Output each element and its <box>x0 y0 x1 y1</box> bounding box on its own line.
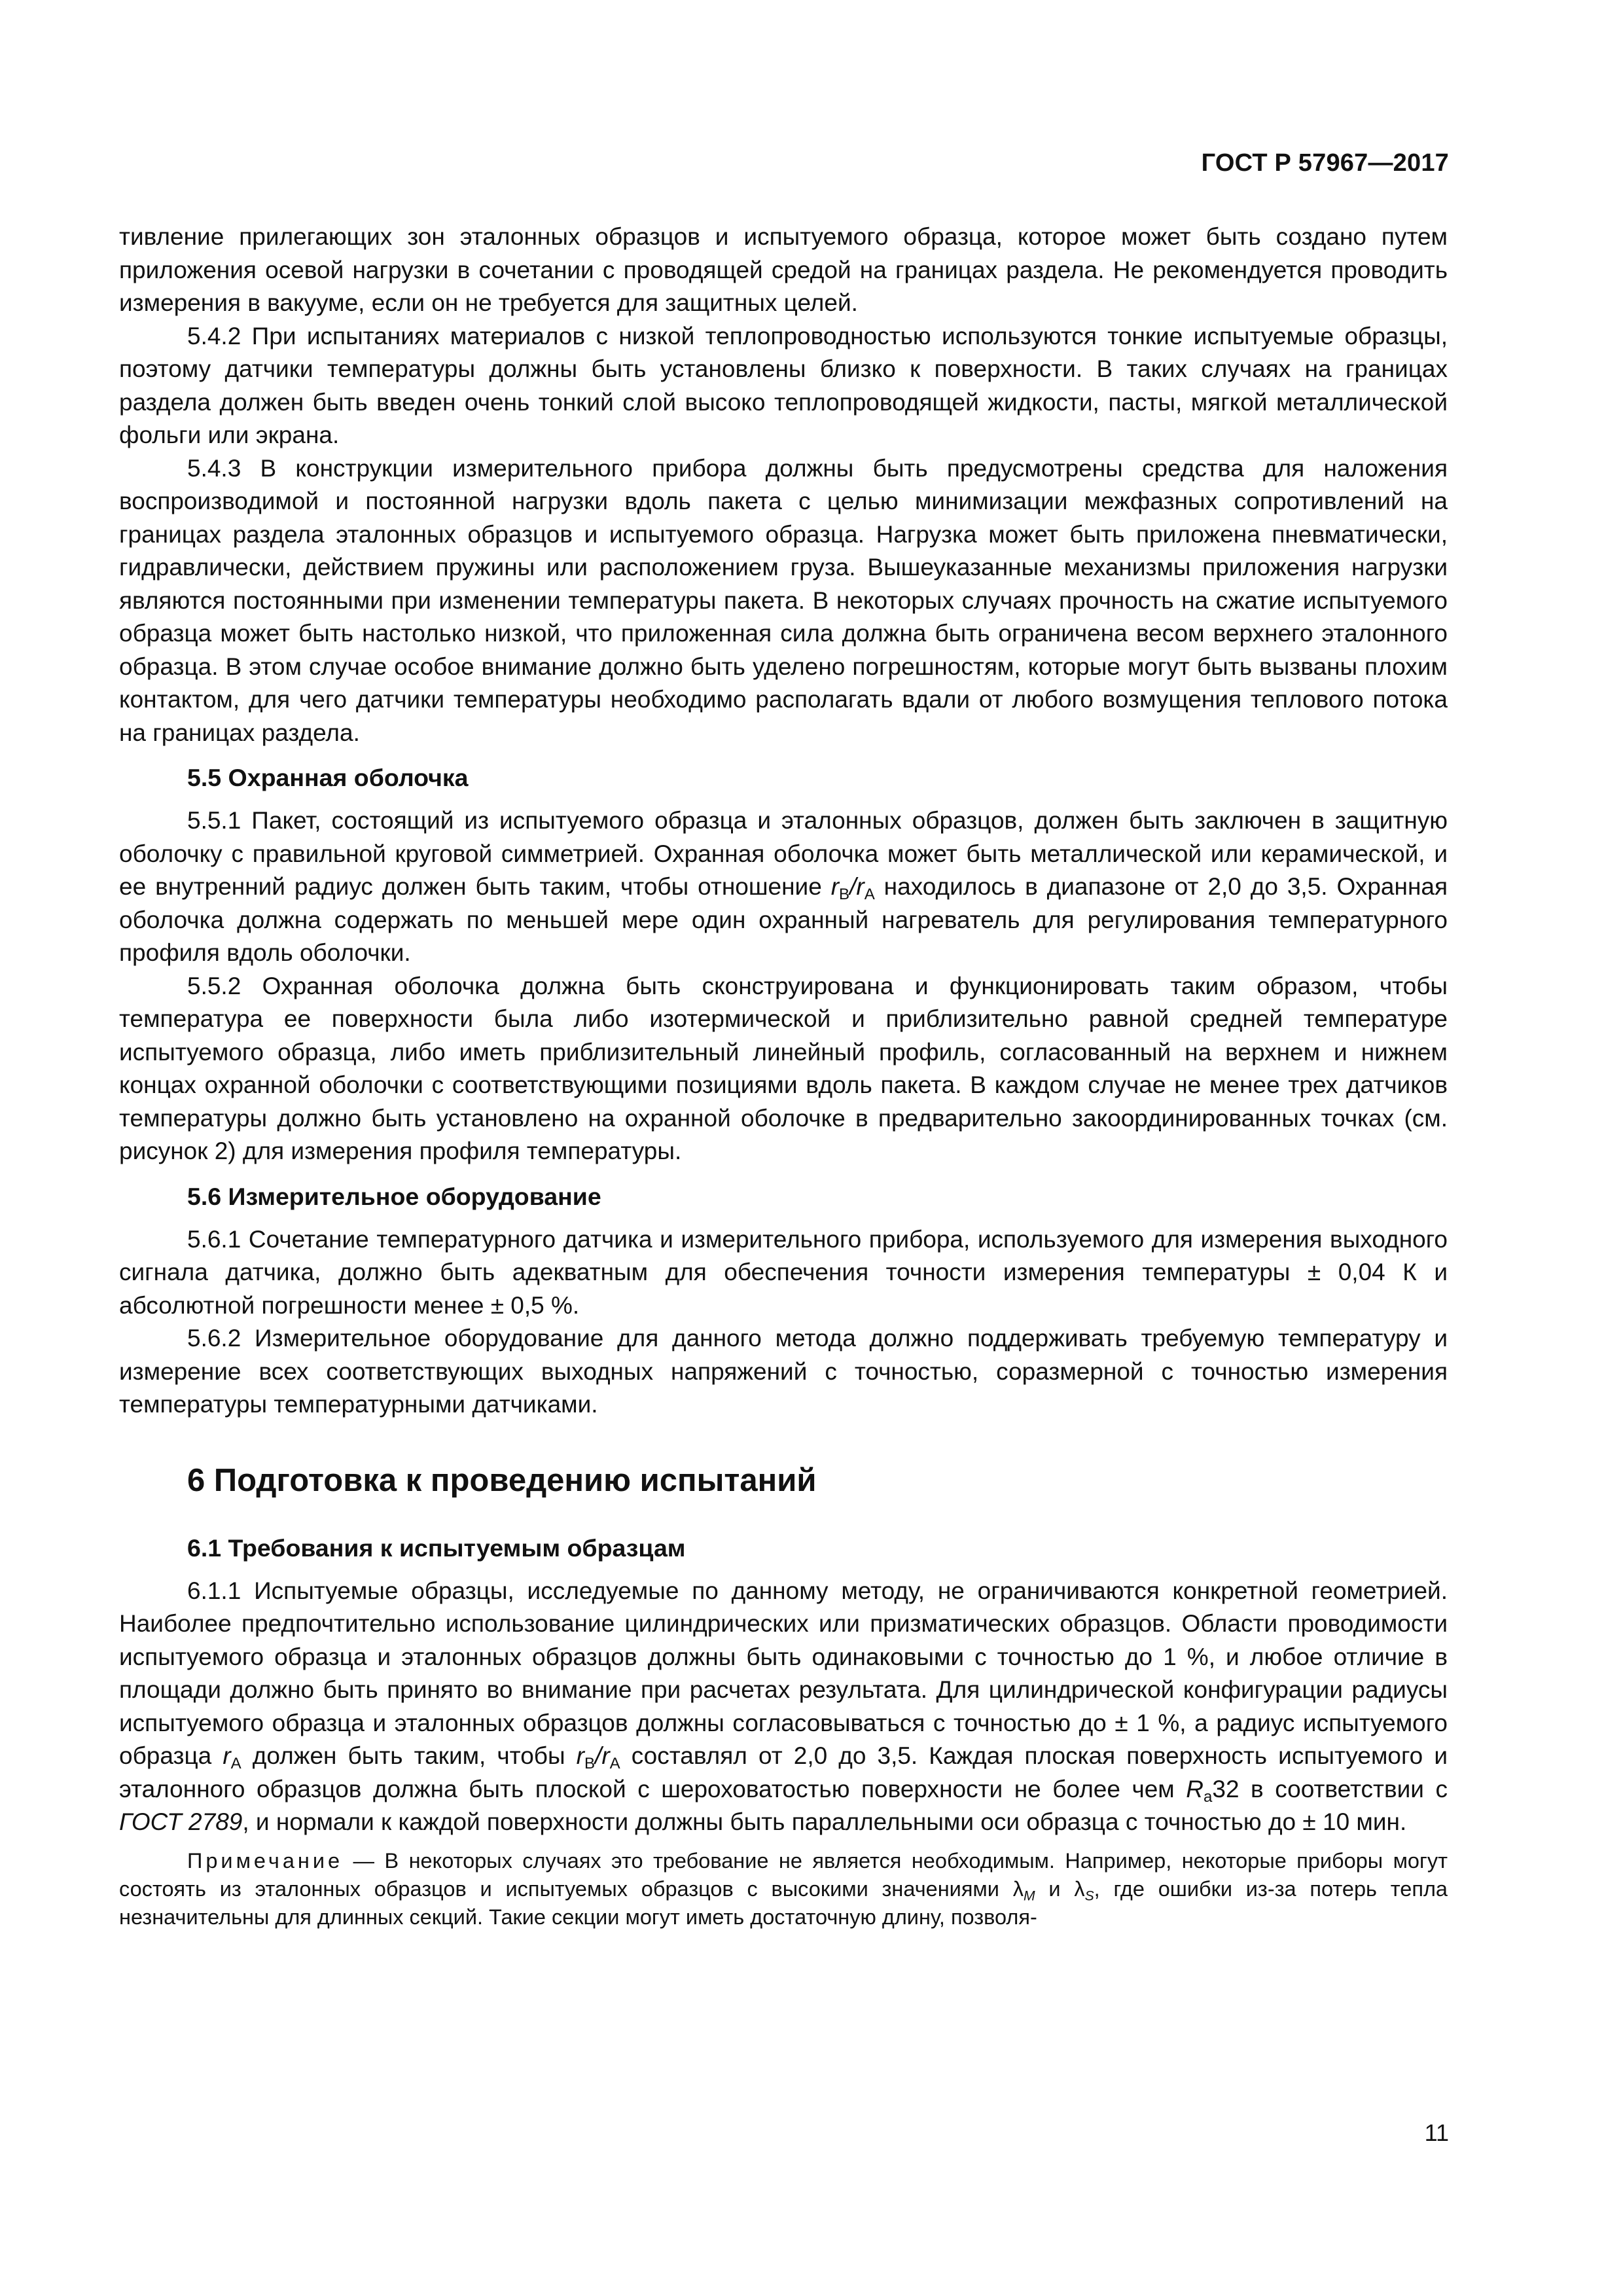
heading-5-6: 5.6 Измерительное оборудование <box>187 1182 601 1210</box>
subscript: A <box>230 1755 241 1773</box>
symbol-r: r <box>576 1742 584 1769</box>
paragraph-5-5-1 <box>119 804 1448 970</box>
text-run: , и нормали к каждой поверхности должны быть параллельными оси образца с точностью до ± 10 мин. <box>242 1808 1407 1835</box>
text-run: находилось в диапазоне от 2,0 до 3,5. Охранная оболочка должна содержать по меньшей мере один охранный нагреватель для регулирования температурного профиля вдоль оболочки. <box>119 873 1448 966</box>
subscript: A <box>609 1755 620 1773</box>
heading-5-5: 5.5 Охранная оболочка <box>187 764 469 791</box>
subscript <box>1024 1888 1035 1903</box>
text-run: и <box>1035 1876 1075 1901</box>
page-number: 11 <box>1424 2119 1449 2146</box>
slash: / <box>595 1742 602 1769</box>
text-run: 32 в соответствии с <box>1212 1775 1448 1803</box>
slash: / <box>849 873 857 900</box>
text-run: 5.5.1 Пакет, состоящий из испытуемого образца и эталонных образцов, должен быть заключен в защитную оболочку с правильной круговой симметрией. Охранная оболочка может быть металлической или керамической, и ее внутренний радиус должен быть таким, чтобы отношение <box>119 807 1448 900</box>
subscript <box>1085 1888 1094 1903</box>
page-body <box>119 221 1448 1931</box>
paragraph-6-1-1 <box>119 1575 1448 1839</box>
subscript: B <box>584 1755 596 1773</box>
paragraph-5-4-2: 5.4.2 При испытаниях материалов с низкой теплопроводностью используются тонкие испытуемые образцы, поэтому датчики температуры должны быть установлены близко к поверхности. В таких случаях на границах раздела должен быть введен очень тонкий слой высоко теплопроводящей жидкости, пасты, мягкой металлической фольги или экрана. <box>119 322 1448 448</box>
symbol-r: r <box>601 1742 610 1769</box>
symbol-r: r <box>223 1742 231 1769</box>
paragraph-5-5-2: 5.5.2 Охранная оболочка должна быть сконструирована и функционировать таким образом, чтобы температура ее поверхности была либо изотермической и приблизительно равной средней температуре испытуемого образца, либо иметь приблизительный линейный профиль, согласованный на верхнем и нижнем концах охранной оболочки с соответствующими позициями вдоль пакета. В каждом случае не менее трех датчиков температуры должно быть установлено на охранной оболочке в предварительно закоординированных точках (см. рисунок 2) для измерения профиля температуры. <box>119 972 1448 1164</box>
text-run: составлял от 2,0 до 3,5. Каждая плоская поверхность испытуемого и эталонного образцов должна быть плоской с шероховатостью поверхности не более чем <box>119 1742 1448 1803</box>
note-label: Примечание <box>187 1848 344 1873</box>
paragraph-5-6-2: 5.6.2 Измерительное оборудование для данного метода должно поддерживать требуемую температуру и измерение всех соответствующих выходных напряжений с точностью, соразмерной с точностью измерения температуры температурными датчиками. <box>119 1325 1448 1418</box>
paragraph-continuation: тивление прилегающих зон эталонных образцов и испытуемого образца, которое может быть создано путем приложения осевой нагрузки в сочетании с проводящей средой на границах раздела. Не рекомендуется проводить измерения в вакууме, если он не требуется для защитных целей. <box>119 223 1448 316</box>
text-run: , где ошибки из-за потерь тепла незначительны для длинных секций. Такие секции могут иметь достаточную длину, позволя- <box>119 1876 1448 1929</box>
gost-reference: ГОСТ 2789 <box>119 1808 243 1835</box>
text-run: должен быть таким, чтобы <box>241 1742 577 1769</box>
subscript: a <box>1204 1787 1213 1806</box>
text-run: 6.1.1 Испытуемые образцы, исследуемые по данному методу, не ограничиваются конкретной геометрией. Наиболее предпочтительно использование цилиндрических или призматических образцов. Области проводимости испытуемого образца и эталонных образцов должны быть одинаковыми с точностью до 1 %, и любое отличие в площади должно быть принято во внимание при расчетах результата. Для цилиндрической конфигурации радиусы испытуемого образца и эталонных образцов должны согласовываться с точностью до ± 1 %, а радиус испытуемого образца <box>119 1577 1448 1769</box>
paragraph-5-6-1: 5.6.1 Сочетание температурного датчика и измерительного прибора, используемого для измерения выходного сигнала датчика, должно быть адекватным для обеспечения точности измерения температуры ± 0,04 К и абсолютной погрешности менее ± 0,5 %. <box>119 1225 1448 1319</box>
text-run: — В некоторых случаях это требование не является необходимым. Например, некоторые приборы могут состоять из эталонных образцов и испытуемых образцов с высокими значениями <box>119 1848 1448 1901</box>
subscript: B <box>839 886 850 904</box>
paragraph-5-4-3: 5.4.3 В конструкции измерительного прибора должны быть предусмотрены средства для наложения воспроизводимой и постоянной нагрузки вдоль пакета с целью минимизации межфазных сопротивлений на границах раздела эталонных образцов и испытуемого образца. Нагрузка может быть приложена пневматически, гидравлически, действием пружины или расположением груза. Вышеуказанные механизмы приложения нагрузки являются постоянными при изменении температуры пакета. В некоторых случаях прочность на сжатие испытуемого образца может быть настолько низкой, что приложенная сила должна быть ограничена весом верхнего эталонного образца. В этом случае особое внимание должно быть уделено погрешностям, которые могут быть вызваны плохим контактом, для чего датчики температуры необходимо располагать вдали от любого возмущения теплового потока на границах раздела. <box>119 454 1448 746</box>
symbol-r: r <box>856 873 865 900</box>
symbol-r: r <box>830 873 840 900</box>
document-header: ГОСТ Р 57967—2017 <box>1201 149 1449 177</box>
note <box>119 1847 1448 1931</box>
heading-6-1: 6.1 Требования к испытуемым образцам <box>187 1534 686 1562</box>
heading-6: 6 Подготовка к проведению испытаний <box>187 1462 817 1498</box>
subscript-letter: S <box>1084 1888 1094 1903</box>
subscript-letter: M <box>1023 1888 1035 1903</box>
symbol-R: R <box>1186 1775 1204 1803</box>
symbol-lambda: λ <box>1012 1876 1024 1901</box>
subscript: A <box>864 886 875 904</box>
symbol-lambda: λ <box>1074 1876 1085 1901</box>
